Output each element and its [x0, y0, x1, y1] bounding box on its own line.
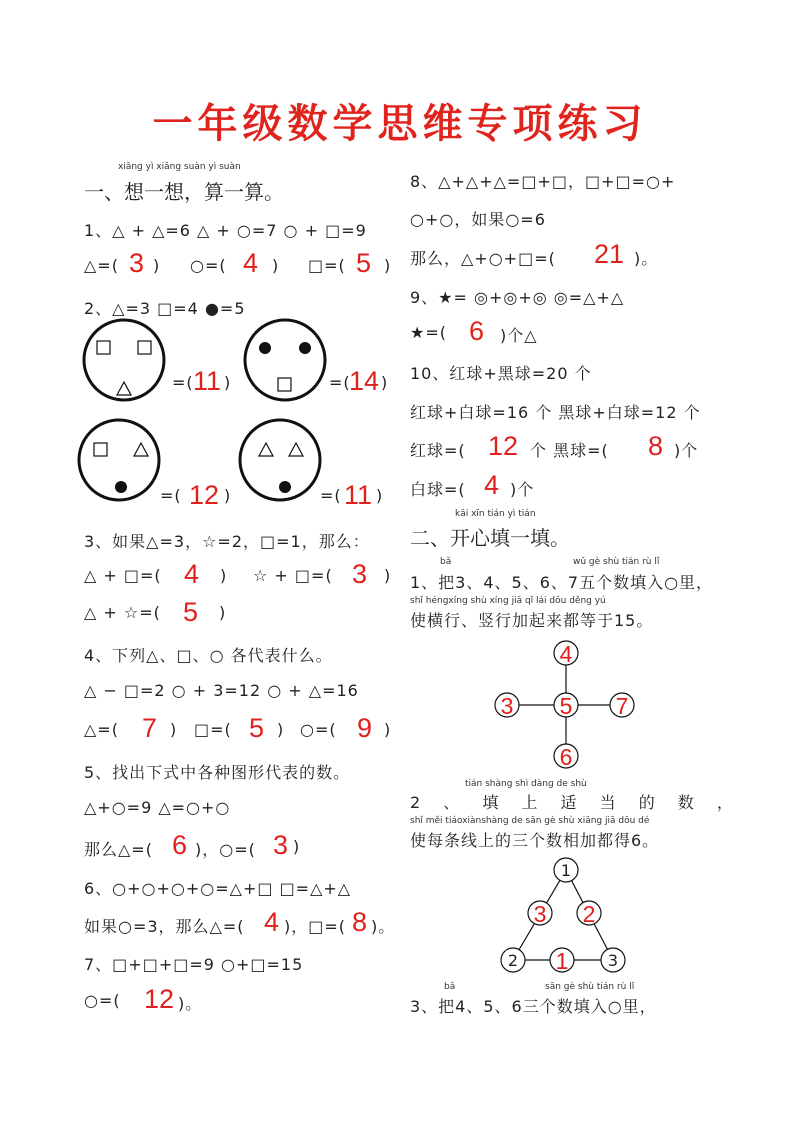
- q3-close: ): [219, 603, 227, 622]
- face-circle: [84, 320, 164, 400]
- triangle-answer: 1: [555, 948, 569, 974]
- q3-close: ): [220, 566, 228, 585]
- cross-number: 4: [559, 641, 573, 667]
- section1-pinyin: xiǎng yì xiǎng suàn yì suàn: [118, 162, 241, 172]
- q2-answer2: 14: [349, 366, 380, 396]
- q3-a3: 5: [183, 597, 199, 627]
- q4-close: ): [277, 720, 285, 739]
- q3-a2: 3: [352, 559, 368, 589]
- q2-answer3: 12: [189, 480, 220, 510]
- q3-line1: 3、如果△=3，☆=2，□=1，那么：: [84, 532, 370, 551]
- dot-icon: [115, 481, 127, 493]
- q1-line1: 1、△ + △=6 △ + ○=7 ○ + □=9: [84, 221, 367, 240]
- q2-close4: ): [376, 486, 384, 505]
- q10-close: )个: [674, 441, 699, 460]
- q6-mid: )，□=(: [284, 917, 347, 936]
- f3-line1: 3、把4、5、6三个数填入○里，: [410, 997, 657, 1016]
- section2-pinyin: kāi xīn tián yì tián: [455, 509, 536, 519]
- q10-line2: 红球+白球=16 个 黑球+白球=12 个: [410, 403, 701, 422]
- q2-line: 2、△=3 □=4 ●=5: [84, 299, 246, 318]
- triangle-answer: 2: [582, 901, 596, 927]
- triangle-icon: [259, 443, 273, 456]
- cross-number: 5: [559, 693, 573, 719]
- f1-pinyin3: shǐ héngxíng shù xíng jiā qǐ lái dōu děng yú: [410, 596, 606, 606]
- q4-close: ): [384, 720, 392, 739]
- square-icon: [278, 378, 291, 391]
- q4-a-tri: 7: [142, 713, 158, 743]
- q1-sq-answer: 5: [356, 248, 372, 278]
- q10-black: 个 黑球=(: [530, 441, 609, 460]
- q5-pre: 那么△=(: [84, 840, 153, 859]
- f2-pinyin: tián shàng shì dàng de shù: [465, 779, 587, 789]
- q4-line1: 4、下列△、□、○ 各代表什么。: [84, 646, 333, 665]
- q1-circ-answer: 4: [243, 248, 259, 278]
- q2-eq2: =(: [329, 373, 351, 392]
- q6-pre: 如果○=3，那么△=(: [84, 917, 245, 936]
- f1-pinyin2: wǔ gè shù tián rù lǐ: [573, 557, 660, 567]
- q5-a2: 3: [273, 830, 289, 860]
- q4-close: ): [170, 720, 178, 739]
- q7-a1: 12: [144, 984, 175, 1014]
- q2-close3: ): [224, 486, 232, 505]
- q4-sq: □=(: [194, 720, 232, 739]
- q2-eq1: =(: [172, 373, 194, 392]
- q4-a-circ: 9: [357, 713, 373, 743]
- f1-line2: 使横行、竖行加起来都等于15。: [410, 611, 654, 630]
- q1-sq-label: □=(: [308, 256, 346, 275]
- q5-mid: )，○=(: [195, 840, 256, 859]
- q10-a-white: 4: [484, 470, 500, 500]
- q8-line1: 8、△+△+△=□+□，□+□=○+: [410, 172, 676, 191]
- q2-close2: ): [381, 373, 389, 392]
- q1-tri-label: △=(: [84, 256, 119, 275]
- q4-a-sq: 5: [249, 713, 265, 743]
- triangle-icon: [134, 443, 148, 456]
- q1-close: ): [384, 256, 392, 275]
- q1-close: ): [153, 256, 161, 275]
- q8-a1: 21: [594, 239, 625, 269]
- dot-icon: [299, 342, 311, 354]
- triangle-icon: [117, 382, 131, 395]
- page-title: 一年级数学思维专项练习: [152, 101, 648, 147]
- q3-a1: 4: [184, 559, 200, 589]
- face-circle: [245, 320, 325, 400]
- q10-a-red: 12: [488, 431, 519, 461]
- q9-close: )个△: [500, 326, 538, 345]
- q3-e2: ☆ + □=(: [253, 566, 333, 585]
- q2-eq4: =(: [320, 486, 342, 505]
- q9-pre: ★=(: [410, 323, 447, 342]
- q5-line2: △+○=9 △=○+○: [84, 798, 231, 817]
- q6-line1: 6、○+○+○+○=△+□ □=△+△: [84, 879, 352, 898]
- q8-line2: ○+○，如果○=6: [410, 210, 546, 229]
- q6-a2: 8: [352, 907, 368, 937]
- f1-line1: 1、把3、4、5、6、7五个数填入○里，: [410, 573, 714, 592]
- q4-line2: △ − □=2 ○ + 3=12 ○ + △=16: [84, 681, 359, 700]
- f2-line2: 使每条线上的三个数相加都得6。: [410, 831, 660, 850]
- q3-e1: △ + □=(: [84, 566, 162, 585]
- f3-pinyin1: bǎ: [444, 982, 456, 992]
- q4-tri: △=(: [84, 720, 119, 739]
- q7-line1: 7、□+□+□=9 ○+□=15: [84, 955, 304, 974]
- q10-white: 白球=(: [410, 480, 466, 499]
- triangle-icon: [289, 443, 303, 456]
- q5-close: ): [293, 837, 301, 856]
- q9-a1: 6: [469, 316, 485, 346]
- f2-pinyin2: shǐ měi tiáoxiànshàng de sān gè shù xiāng jiā dōu dé: [410, 816, 650, 826]
- f1-pinyin1: bǎ: [440, 557, 452, 567]
- q2-answer4: 11: [344, 480, 373, 510]
- triangle-given: 1: [560, 861, 572, 880]
- cross-number: 3: [500, 693, 514, 719]
- triangle-given: 2: [507, 951, 519, 970]
- square-icon: [94, 443, 107, 456]
- square-icon: [97, 341, 110, 354]
- q2-eq3: =(: [160, 486, 182, 505]
- q4-circ: ○=(: [300, 720, 337, 739]
- f2-line1: 2 、 填 上 适 当 的 数 ，: [410, 793, 742, 812]
- q5-a1: 6: [172, 830, 188, 860]
- q3-close: ): [384, 566, 392, 585]
- dot-icon: [259, 342, 271, 354]
- q9-line1: 9、★= ◎+◎+◎ ◎=△+△: [410, 288, 625, 307]
- q8-close: )。: [634, 249, 659, 268]
- q2-answer1: 11: [193, 366, 222, 396]
- q5-line1: 5、找出下式中各种图形代表的数。: [84, 763, 351, 782]
- section1-heading: 一、想一想，算一算。: [84, 180, 284, 204]
- section2-heading: 二、开心填一填。: [410, 526, 570, 550]
- q6-close: )。: [371, 917, 396, 936]
- q6-a1: 4: [264, 907, 280, 937]
- cross-number: 7: [615, 693, 629, 719]
- q8-pre: 那么，△+○+□=(: [410, 249, 556, 268]
- q10-line1: 10、红球+黑球=20 个: [410, 364, 592, 383]
- dot-icon: [279, 481, 291, 493]
- q7-close: )。: [178, 994, 203, 1013]
- cross-number: 6: [559, 744, 573, 770]
- q10-a-black: 8: [648, 431, 664, 461]
- q3-e3: △ + ☆=(: [84, 603, 161, 622]
- q2-close1: ): [224, 373, 232, 392]
- q1-close: ): [272, 256, 280, 275]
- f3-pinyin2: sān gè shù tián rù lǐ: [545, 982, 635, 992]
- triangle-answer: 3: [533, 901, 547, 927]
- q1-circ-label: ○=(: [190, 256, 227, 275]
- q10-red: 红球=(: [410, 441, 466, 460]
- q1-tri-answer: 3: [129, 248, 145, 278]
- q7-pre: ○=(: [84, 991, 121, 1010]
- triangle-given: 3: [607, 951, 619, 970]
- square-icon: [138, 341, 151, 354]
- q10-close: )个: [510, 480, 535, 499]
